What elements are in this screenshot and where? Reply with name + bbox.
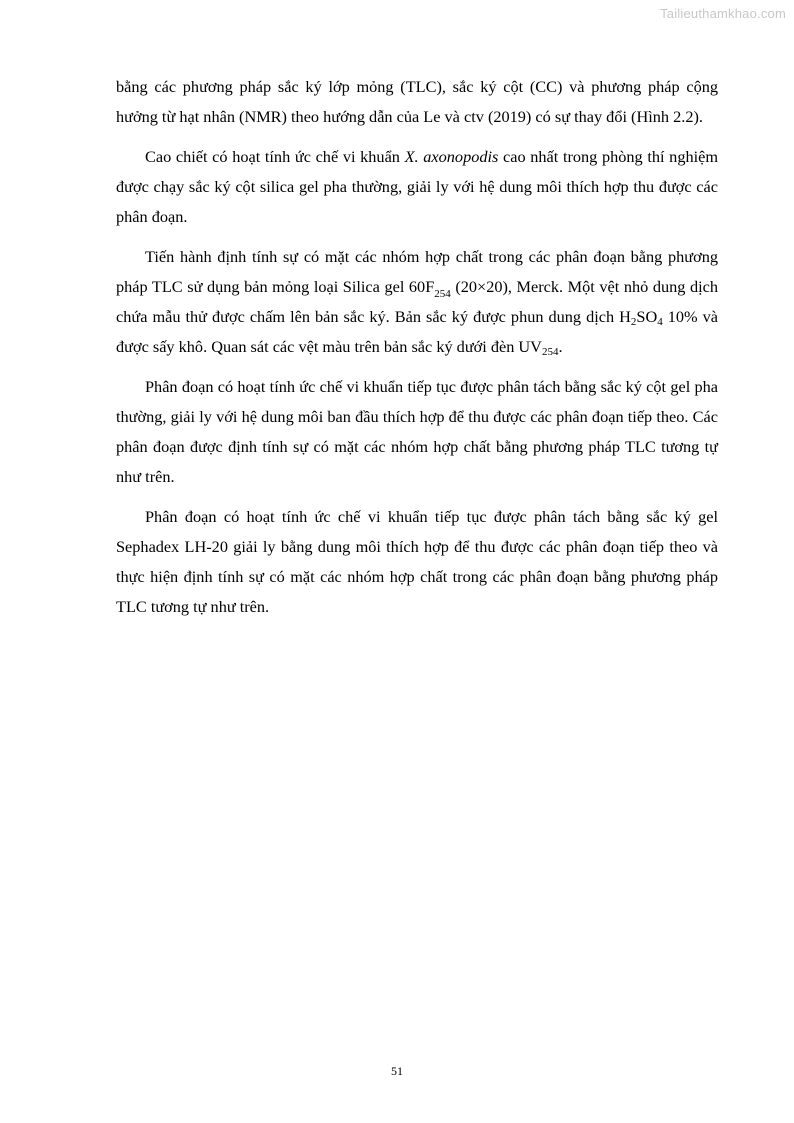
paragraph-methods-intro: bằng các phương pháp sắc ký lớp mỏng (TLC), sắc ký cột (CC) và phương pháp cộng hưởng từ hạt nhân (NMR) theo hướng dẫn của Le và ctv (2019) có sự thay đổi (Hình 2.2). (116, 77, 718, 126)
page-number: 51 (391, 1064, 403, 1078)
p3-subscript-h2: 2 (630, 316, 637, 328)
p3-subscript-uv: 254 (541, 346, 559, 358)
watermark-text: Tailieuthamkhao.com (660, 6, 786, 21)
p3-part1: Tiến hành định tính sự có mặt các nhóm hợp chất trong các phân đoạn bằng phương pháp TLC sử dụng bản mỏng loại Silica gel 60F (116, 247, 718, 296)
paragraph-column-chromatography (116, 142, 718, 232)
paragraph-sephadex-separation: Phân đoạn có hoạt tính ức chế vi khuẩn tiếp tục được phân tách bằng sắc ký gel Sephadex LH-20 giải ly bằng dung môi thích hợp để thu được các phân đoạn tiếp theo và thực hiện định tính sự có mặt các nhóm hợp chất trong các phân đoạn bằng phương pháp TLC tương tự như trên. (116, 507, 718, 616)
p3-part5: . (558, 337, 563, 356)
p3-part4: 10% và được sấy khô. Quan sát các vệt màu trên bản sắc ký dưới đèn UV (116, 307, 719, 356)
paragraph-tlc-procedure (116, 242, 718, 362)
paragraph-fraction-separation: Phân đoạn có hoạt tính ức chế vi khuẩn tiếp tục được phân tách bằng sắc ký cột gel pha thường, giải ly với hệ dung môi ban đầu thích hợp để thu được các phân đoạn tiếp theo. Các phân đoạn được định tính sự có mặt các nhóm hợp chất bằng phương pháp TLC tương tự như trên. (116, 377, 718, 486)
p3-part3: SO (636, 307, 658, 326)
p3-subscript-o4: 4 (657, 316, 663, 328)
p2-text-before: Cao chiết có hoạt tính ức chế vi khuẩn (145, 147, 405, 166)
p2-species-name: X. axonopodis (404, 147, 499, 166)
p3-subscript-silica: 254 (434, 288, 451, 300)
p2-text-after: cao nhất trong phòng thí nghiệm được chạy sắc ký cột silica gel pha thường, giải ly với hệ dung môi thích hợp thu được các phân đoạn. (116, 147, 719, 226)
document-body (116, 72, 718, 632)
p3-part2: (20×20), Merck. Một vệt nhỏ dung dịch chứa mẫu thử được chấm lên bản sắc ký. Bản sắc ký được phun dung dịch H (116, 277, 718, 326)
